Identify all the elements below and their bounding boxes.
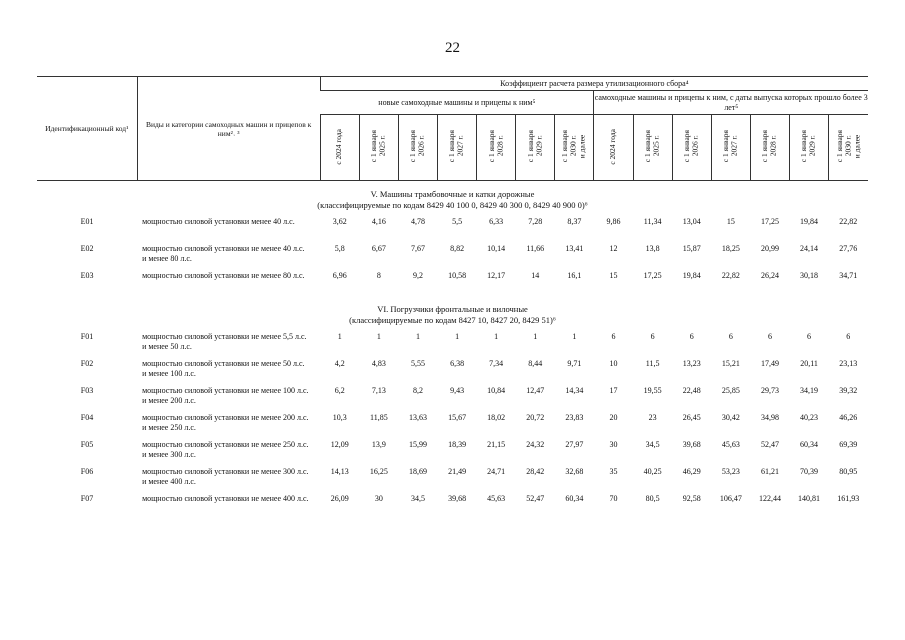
year-header-old-4	[711, 115, 750, 181]
coefficient-cell: 13,63	[408, 413, 427, 423]
coefficient-cell: 17	[609, 386, 618, 396]
coefficient-cell: 15,99	[408, 440, 427, 450]
year-header-label: с 1 января 2028 г.	[486, 130, 505, 163]
coefficient-cell: 12,09	[330, 440, 349, 450]
coefficient-cell: 22,82	[839, 217, 858, 227]
coefficient-cell: 9,86	[606, 217, 621, 227]
coefficient-cell: 6,33	[489, 217, 504, 227]
row-code: F04	[80, 413, 94, 423]
coefficient-cell: 70	[609, 494, 618, 504]
coefficient-cell: 22,48	[682, 386, 701, 396]
row-code: E02	[80, 244, 94, 254]
coefficient-cell: 12	[609, 244, 618, 254]
page-number: 22	[445, 40, 460, 56]
coefficient-cell: 15,21	[721, 359, 740, 369]
row-description: мощностью силовой установки не менее 100 л.с. и менее 200 л.с.	[142, 386, 309, 405]
table-row	[37, 492, 868, 519]
coefficient-cell: 29,73	[760, 386, 779, 396]
coefficient-cell: 30,18	[800, 271, 819, 281]
table-row	[37, 215, 868, 242]
coefficient-cell: 12,47	[526, 386, 545, 396]
coefficient-cell: 69,39	[839, 440, 858, 450]
year-header-new-5	[477, 115, 516, 181]
coefficient-cell: 1	[494, 332, 499, 342]
year-header-label: с 1 января 2029 г.	[799, 130, 818, 163]
coefficient-cell: 40,25	[643, 467, 662, 477]
coefficient-cell: 9,71	[567, 359, 582, 369]
coefficient-cell: 18,69	[408, 467, 427, 477]
coefficient-cell: 4,78	[410, 217, 425, 227]
coefficient-cell: 35	[609, 467, 618, 477]
coefficient-cell: 4,2	[334, 359, 345, 369]
coefficient-cell: 16,1	[567, 271, 582, 281]
coefficient-cell: 4,16	[371, 217, 386, 227]
year-header-label: с 1 января 2026 г.	[682, 130, 700, 163]
coefficient-cell: 140,81	[798, 494, 821, 504]
coefficient-cell: 1	[533, 332, 538, 342]
year-header-new-6	[516, 115, 555, 181]
coefficient-cell: 6	[767, 332, 772, 342]
coefficient-cell: 45,63	[487, 494, 506, 504]
section-header-row	[37, 181, 868, 216]
coefficient-cell: 20	[609, 413, 618, 423]
coefficient-cell: 15,87	[682, 244, 701, 254]
coefficient-cell: 13,8	[645, 244, 660, 254]
coefficient-cell: 5,8	[334, 244, 345, 254]
coefficient-cell: 24,14	[800, 244, 819, 254]
coefficient-cell: 5,5	[452, 217, 463, 227]
coefficient-cell: 15	[609, 271, 618, 281]
coefficient-cell: 80,5	[645, 494, 660, 504]
coefficient-cell: 3,62	[332, 217, 347, 227]
coefficient-cell: 17,49	[760, 359, 779, 369]
coefficient-cell: 1	[572, 332, 577, 342]
row-description: мощностью силовой установки менее 40 л.с.	[142, 217, 295, 227]
year-header-label: с 1 января 2030 г. и далее	[560, 130, 587, 163]
coefficient-cell: 8,44	[528, 359, 543, 369]
coefficient-cell: 13,9	[371, 440, 386, 450]
coefficient-cell: 92,58	[682, 494, 701, 504]
coefficient-cell: 45,63	[721, 440, 740, 450]
row-description: мощностью силовой установки не менее 80 л.с.	[142, 271, 305, 281]
year-header-new-7	[555, 115, 594, 181]
coefficient-cell: 32,68	[565, 467, 584, 477]
coefficient-cell: 7,67	[410, 244, 425, 254]
header-new-machines: новые самоходные машины и прицепы к ним⁵	[320, 91, 594, 115]
coefficient-cell: 16,25	[369, 467, 388, 477]
table-row	[37, 330, 868, 357]
coefficient-cell: 26,24	[760, 271, 779, 281]
year-header-label: с 1 января 2029 г.	[525, 130, 544, 163]
coefficient-cell: 10,58	[448, 271, 467, 281]
coefficient-cell: 61,21	[760, 467, 779, 477]
coefficient-cell: 23,13	[839, 359, 858, 369]
coefficient-cell: 6	[689, 332, 694, 342]
year-header-old-5	[750, 115, 789, 181]
row-description: мощностью силовой установки не менее 40 л.с. и менее 80 л.с.	[142, 244, 305, 263]
header-id-code: Идентификационный код¹	[37, 77, 137, 181]
row-code: F06	[80, 467, 94, 477]
coefficient-cell: 19,84	[682, 271, 701, 281]
coefficient-cell: 18,25	[721, 244, 740, 254]
section-subtitle: (классифицируемые по кодам 8429 40 100 0, 8429 40 300 0, 8429 40 900 0)⁶	[317, 200, 588, 211]
section-title: V. Машины трамбовочные и катки дорожные	[370, 189, 535, 199]
year-header-new-3	[398, 115, 437, 181]
coefficient-cell: 20,11	[800, 359, 818, 369]
coefficient-cell: 70,39	[800, 467, 819, 477]
year-header-label: с 1 января 2027 г.	[721, 130, 739, 163]
coefficient-cell: 34,71	[839, 271, 858, 281]
year-header-old-1	[594, 115, 633, 181]
coefficient-cell: 19,55	[643, 386, 662, 396]
coefficient-cell: 6	[611, 332, 616, 342]
coefficient-cell: 23	[648, 413, 657, 423]
row-code: F05	[80, 440, 94, 450]
coefficient-cell: 11,66	[526, 244, 545, 254]
coefficient-cell: 8,2	[412, 386, 423, 396]
coefficient-cell: 18,39	[448, 440, 467, 450]
table-header	[37, 77, 868, 181]
coefficient-cell: 10,3	[332, 413, 347, 423]
coefficient-cell: 26,09	[330, 494, 349, 504]
coefficient-cell: 52,47	[526, 494, 545, 504]
coefficient-cell: 20,72	[526, 413, 545, 423]
coefficient-cell: 6	[846, 332, 851, 342]
coefficient-cell: 6	[728, 332, 733, 342]
coefficient-cell: 60,34	[565, 494, 584, 504]
coefficient-cell: 27,97	[565, 440, 584, 450]
coefficient-cell: 1	[415, 332, 420, 342]
coefficient-cell: 11,5	[645, 359, 660, 369]
table-row	[37, 465, 868, 492]
table-row	[37, 384, 868, 411]
coefficient-cell: 53,23	[721, 467, 740, 477]
row-code: F03	[80, 386, 94, 396]
coefficient-cell: 6,2	[334, 386, 345, 396]
coefficient-cell: 30,42	[721, 413, 740, 423]
coefficient-cell: 5,55	[410, 359, 425, 369]
header-old-machines: самоходные машины и прицепы к ним, с даты выпуска которых прошло более 3 лет⁵	[594, 91, 868, 115]
coefficient-cell: 28,42	[526, 467, 545, 477]
year-header-label: с 1 января 2026 г.	[408, 130, 426, 163]
coefficient-cell: 7,34	[489, 359, 504, 369]
coefficient-cell: 26,45	[682, 413, 701, 423]
coefficient-cell: 10,84	[487, 386, 506, 396]
coefficient-cell: 30	[374, 494, 383, 504]
coefficient-cell: 17,25	[643, 271, 662, 281]
year-header-label: с 1 января 2028 г.	[760, 130, 778, 163]
year-header-old-2	[633, 115, 672, 181]
coefficient-cell: 10	[609, 359, 618, 369]
coefficient-cell: 14,13	[330, 467, 349, 477]
row-code: E01	[80, 217, 94, 227]
coefficient-cell: 1	[455, 332, 460, 342]
coefficient-cell: 34,98	[760, 413, 779, 423]
year-header-old-7	[829, 115, 868, 181]
table-row	[37, 269, 868, 296]
header-category: Виды и категории самоходных машин и прицепов к ним²˒ ³	[137, 77, 320, 181]
coefficient-cell: 13,23	[682, 359, 701, 369]
coefficient-cell: 27,76	[839, 244, 858, 254]
coefficient-cell: 39,68	[448, 494, 467, 504]
coefficient-cell: 6	[807, 332, 812, 342]
coefficient-cell: 21,15	[487, 440, 506, 450]
row-description: мощностью силовой установки не менее 300 л.с. и менее 400 л.с.	[142, 467, 309, 486]
coefficient-cell: 80,95	[839, 467, 858, 477]
coefficient-cell: 13,41	[565, 244, 584, 254]
coefficient-cell: 15	[726, 217, 735, 227]
section-title-cell	[37, 296, 868, 330]
utilization-coefficient-table	[37, 76, 868, 519]
coefficient-cell: 34,19	[800, 386, 819, 396]
coefficient-cell: 161,93	[837, 494, 860, 504]
row-description: мощностью силовой установки не менее 400 л.с.	[142, 494, 309, 504]
year-header-label: с 2024 года	[608, 128, 618, 165]
row-code: E03	[80, 271, 94, 281]
coefficient-cell: 9,2	[412, 271, 423, 281]
row-description: мощностью силовой установки не менее 200 л.с. и менее 250 л.с.	[142, 413, 309, 432]
coefficient-cell: 23,83	[565, 413, 584, 423]
coefficient-cell: 14	[531, 271, 540, 281]
coefficient-cell: 11,34	[643, 217, 662, 227]
coefficient-cell: 34,5	[645, 440, 660, 450]
coefficient-cell: 106,47	[719, 494, 742, 504]
coefficient-cell: 19,84	[800, 217, 819, 227]
coefficient-cell: 7,28	[528, 217, 543, 227]
coefficient-cell: 1	[376, 332, 381, 342]
coefficient-cell: 8,37	[567, 217, 582, 227]
header-coefficient-title: Коэффициент расчета размера утилизационного сбора⁴	[320, 77, 868, 91]
section-header-row	[37, 296, 868, 330]
coefficient-cell: 60,34	[800, 440, 819, 450]
coefficient-cell: 30	[609, 440, 618, 450]
coefficient-cell: 21,49	[448, 467, 467, 477]
row-description: мощностью силовой установки не менее 50 л.с. и менее 100 л.с.	[142, 359, 305, 378]
coefficient-cell: 18,02	[487, 413, 506, 423]
year-header-new-2	[359, 115, 398, 181]
coefficient-cell: 52,47	[760, 440, 779, 450]
coefficient-cell: 46,29	[682, 467, 701, 477]
coefficient-cell: 10,14	[487, 244, 506, 254]
coefficient-cell: 46,26	[839, 413, 858, 423]
coefficient-cell: 6,67	[371, 244, 386, 254]
section-subtitle: (классифицируемые по кодам 8427 10, 8427 20, 8429 51)⁶	[349, 315, 556, 326]
coefficient-cell: 34,5	[410, 494, 425, 504]
year-header-old-3	[672, 115, 711, 181]
coefficient-cell: 13,04	[682, 217, 701, 227]
coefficient-cell: 24,32	[526, 440, 545, 450]
row-description: мощностью силовой установки не менее 5,5 л.с. и менее 50 л.с.	[142, 332, 307, 351]
coefficient-cell: 22,82	[721, 271, 740, 281]
year-header-old-6	[790, 115, 829, 181]
row-code: F02	[80, 359, 94, 369]
section-title: VI. Погрузчики фронтальные и вилочные	[377, 304, 528, 315]
coefficient-cell: 15,67	[448, 413, 467, 423]
table-row	[37, 411, 868, 438]
coefficient-cell: 8	[376, 271, 381, 281]
coefficient-cell: 122,44	[758, 494, 781, 504]
year-header-new-4	[438, 115, 477, 181]
coefficient-cell: 20,99	[760, 244, 779, 254]
row-code: F07	[80, 494, 94, 504]
year-header-label: с 1 января 2025 г.	[642, 130, 661, 163]
year-header-label: с 2024 года	[334, 128, 344, 165]
year-header-label: с 1 января 2025 г.	[369, 130, 387, 163]
coefficient-cell: 39,32	[839, 386, 858, 396]
year-header-new-1	[320, 115, 359, 181]
coefficient-cell: 17,25	[760, 217, 779, 227]
coefficient-cell: 40,23	[800, 413, 819, 423]
table-row	[37, 438, 868, 465]
coefficient-cell: 7,13	[371, 386, 386, 396]
coefficient-cell: 6	[650, 332, 655, 342]
coefficient-cell: 39,68	[682, 440, 701, 450]
coefficient-cell: 4,83	[371, 359, 386, 369]
coefficient-cell: 1	[337, 332, 342, 342]
row-code: F01	[80, 332, 94, 342]
coefficient-cell: 14,34	[565, 386, 584, 396]
coefficient-cell: 8,82	[450, 244, 465, 254]
coefficient-cell: 11,85	[370, 413, 388, 423]
coefficient-cell: 24,71	[487, 467, 506, 477]
year-header-label: с 1 января 2030 г. и далее	[834, 130, 861, 163]
table-row	[37, 242, 868, 269]
table-body	[37, 181, 868, 520]
year-header-label: с 1 января 2027 г.	[447, 130, 466, 163]
coefficient-cell: 25,85	[721, 386, 740, 396]
table-row	[37, 357, 868, 384]
coefficient-cell: 6,38	[450, 359, 465, 369]
section-title-cell	[37, 181, 868, 216]
coefficient-cell: 6,96	[332, 271, 347, 281]
row-description: мощностью силовой установки не менее 250 л.с. и менее 300 л.с.	[142, 440, 309, 459]
coefficient-cell: 12,17	[487, 271, 506, 281]
coefficient-cell: 9,43	[450, 386, 465, 396]
